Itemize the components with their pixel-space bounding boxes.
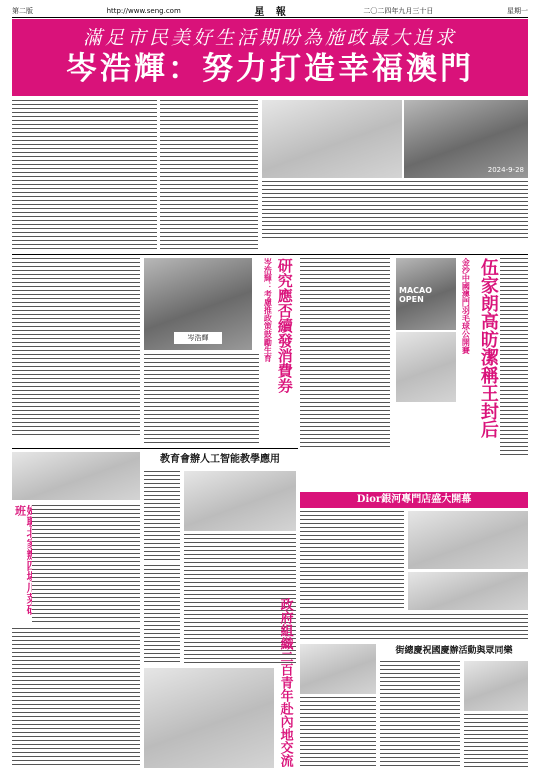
issue-weekday: 星期一 (506, 6, 528, 15)
macao-open-sign: MACAO OPEN (399, 286, 433, 304)
street-story-text-1 (300, 697, 376, 767)
page-header (12, 4, 528, 18)
nameplate: 岑浩輝 (174, 332, 222, 344)
banner-subhead: 滿足市民美好生活期盼為施政最大追求 (82, 27, 457, 49)
street-stage-photo (464, 661, 528, 711)
street-story-text-2 (380, 661, 460, 767)
consumption-story-text (12, 258, 140, 438)
ai-story-text-1 (144, 471, 180, 561)
lead-story-text-right (262, 181, 528, 241)
section-divider (12, 254, 528, 255)
lead-story-text-col1 (12, 100, 157, 252)
ai-headline: 教育會辦人工智能教學應用 (144, 452, 296, 468)
left-bottom-text (12, 628, 140, 768)
masthead: 星 報 (254, 7, 290, 18)
dior-headline: Dior銀河專門店盛大開幕 (300, 492, 528, 508)
page-number: 第二版 (12, 6, 33, 15)
consumption-kicker: 岑浩輝：考慮推政策鼓勵生育 (263, 258, 274, 362)
consumption-headline: 研究應否續發消費券 (275, 258, 294, 393)
women-headline: 班 (13, 505, 27, 516)
headline-banner (12, 19, 528, 96)
ai-story-text-3 (144, 565, 180, 665)
women-story-text (32, 505, 140, 625)
issue-date: 二〇二四年九月三十日 (363, 6, 434, 15)
speaker-photo (404, 100, 528, 178)
street-headline: 街總慶祝國慶辦活動與眾同樂 (380, 644, 528, 658)
photo-date-stamp: 2024-9-28 (487, 166, 524, 174)
portrait-photo (144, 258, 252, 350)
women-class-photo (12, 452, 140, 500)
dior-story-text (300, 511, 404, 611)
youth-headline: 政府組織二百青年赴內地交流 (277, 598, 293, 767)
badminton-story-text (500, 258, 528, 458)
youth-group-photo (144, 668, 274, 768)
ai-workshop-photo (184, 471, 296, 531)
street-story-text-3 (464, 714, 528, 767)
lead-story-text-col2 (160, 100, 258, 252)
badminton-kicker: 金沙中國澳門羽毛球公開賽 (461, 258, 472, 354)
section-divider-2 (12, 448, 298, 449)
dior-interior-photo (408, 572, 528, 610)
site-url[interactable]: http://www.seng.com (106, 6, 181, 15)
street-event-photo (300, 644, 376, 694)
dior-store-photo (408, 511, 528, 569)
badminton-headline: 伍家朗高昉潔稱王封后 (477, 258, 499, 438)
hall-photo (262, 100, 402, 178)
banner-headline: 岑浩輝：努力打造幸福澳門 (66, 51, 474, 87)
dior-story-text-2 (300, 614, 528, 640)
portrait-caption-text (144, 354, 259, 444)
badminton-podium-photo (396, 332, 456, 402)
consumption-story-text-2 (300, 258, 390, 448)
badminton-photo (396, 258, 456, 330)
